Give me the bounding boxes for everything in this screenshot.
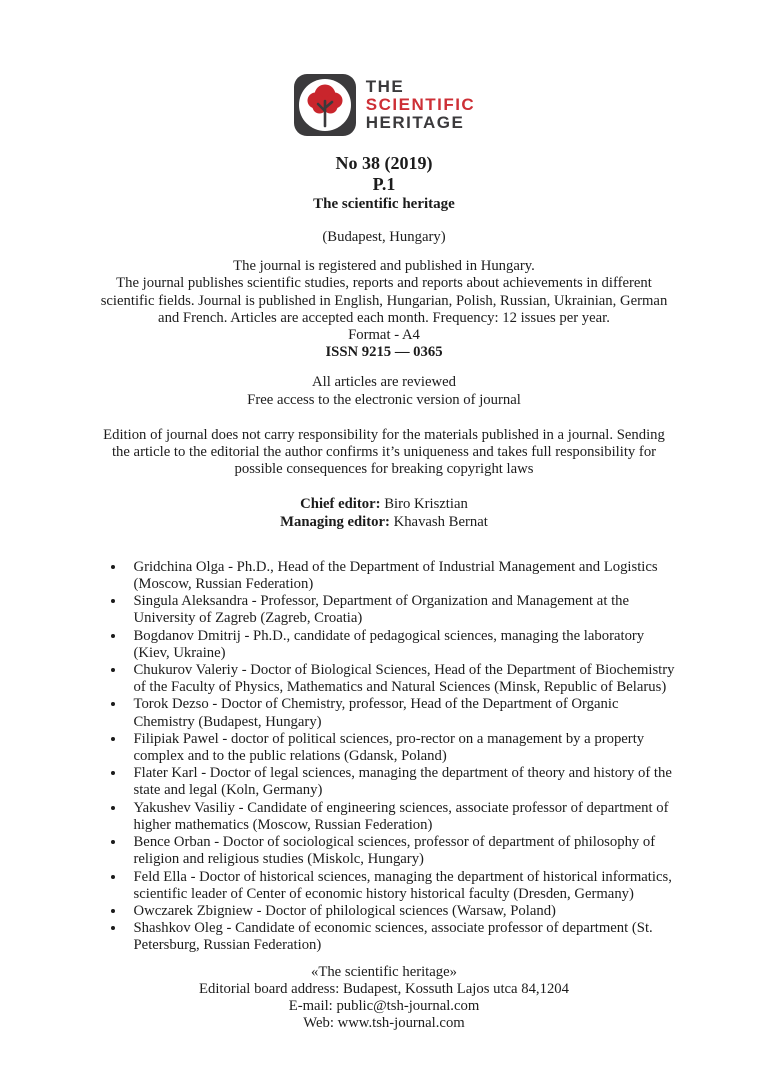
contacts-footer — [92, 964, 677, 1033]
editors-block — [92, 496, 677, 530]
board-member: • Filipiak Pawel - doctor of political sciences, pro-rector on a management by a property complex and to the public relations (Gdansk, Poland) — [126, 731, 677, 765]
issue-number: No 38 (2019) — [335, 153, 433, 173]
editorial-board-list — [92, 559, 677, 955]
about-journal — [92, 258, 677, 361]
footer-journal-name: «The scientific heritage» — [311, 963, 457, 980]
wordmark-scientific: SCIENTIFIC — [365, 95, 476, 114]
wordmark-the: THE — [365, 77, 405, 96]
issue-header — [0, 153, 768, 246]
registration-line: The journal is registered and published in Hungary. — [233, 258, 535, 275]
part-number: P.1 — [372, 174, 396, 194]
chief-editor-name: Biro Krisztian — [384, 496, 468, 513]
board-member: • Chukurov Valeriy - Doctor of Biological Sciences, Head of the Department of Biochemistry of the Faculty of Physics, Mathematics and Natural Sciences (Minsk, Republic of Belarus) — [126, 662, 677, 696]
tree-icon — [293, 73, 357, 137]
board-member: • Shashkov Oleg - Candidate of economic sciences, associate professor of department (St. Petersburg, Russian Federation) — [126, 920, 677, 954]
board-member: • Owczarek Zbigniew - Doctor of philological sciences (Warsaw, Poland) — [126, 903, 677, 920]
free-access-line: Free access to the electronic version of journal — [247, 391, 521, 408]
footer-address: Editorial board address: Budapest, Kossuth Lajos utca 84,1204 — [199, 980, 569, 997]
board-member: • Bogdanov Dmitrij - Ph.D., candidate of pedagogical sciences, managing the laboratory (Kiev, Ukraine) — [126, 628, 677, 662]
board-member: • Bence Orban - Doctor of sociological sciences, professor of department of philosophy of religion and religious studies (Miskolc, Hungary) — [126, 834, 677, 868]
board-member: • Singula Aleksandra - Professor, Department of Organization and Management at the University of Zagreb (Zagreb, Croatia) — [126, 593, 677, 627]
disclaimer-paragraph: Edition of journal does not carry responsibility for the materials published in a journal. Sending the article to the editorial the author confirms it’s uniqueness and takes full responsibility for possible consequences for breaking copyright laws — [103, 426, 665, 478]
footer-email: E-mail: public@tsh-journal.com — [288, 997, 480, 1014]
wordmark-heritage: HERITAGE — [365, 113, 465, 132]
journal-wordmark — [366, 78, 475, 132]
managing-editor-line — [92, 514, 677, 531]
footer-web: Web: www.tsh-journal.com — [303, 1015, 465, 1032]
reviewed-line: All articles are reviewed — [312, 374, 456, 391]
chief-editor-label: Chief editor: — [300, 496, 381, 513]
format-line: Format - A4 — [348, 327, 420, 344]
chief-editor-line — [92, 496, 677, 513]
review-access-block — [92, 374, 677, 408]
managing-editor-label: Managing editor: — [280, 513, 390, 530]
board-member: • Gridchina Olga - Ph.D., Head of the Department of Industrial Management and Logistics (Moscow, Russian Federation) — [126, 559, 677, 593]
publication-location: (Budapest, Hungary) — [322, 229, 446, 245]
journal-description: The journal publishes scientific studies, reports and reports about achievements in different scientific fields. Journal is published in English, Hungarian, Polish, Russian, Ukrainian, German and French. Articles are accepted each month. Frequency: 12 issues per year. — [100, 275, 668, 326]
board-member: • Feld Ella - Doctor of historical sciences, managing the department of historical informatics, scientific leader of Center of economic history historical faculty (Dresden, Germany) — [126, 869, 677, 903]
journal-title: The scientific heritage — [313, 196, 455, 212]
managing-editor-name: Khavash Bernat — [393, 513, 488, 530]
board-member: • Torok Dezso - Doctor of Chemistry, professor, Head of the Department of Organic Chemistry (Budapest, Hungary) — [126, 696, 677, 730]
board-member: • Yakushev Vasiliy - Candidate of engineering sciences, associate professor of department of higher mathematics (Moscow, Russian Federation) — [126, 800, 677, 834]
journal-logo — [0, 0, 768, 137]
issn-line: ISSN 9215 — 0365 — [325, 344, 443, 361]
board-member: • Flater Karl - Doctor of legal sciences, managing the department of theory and history of the state and legal (Koln, Germany) — [126, 765, 677, 799]
